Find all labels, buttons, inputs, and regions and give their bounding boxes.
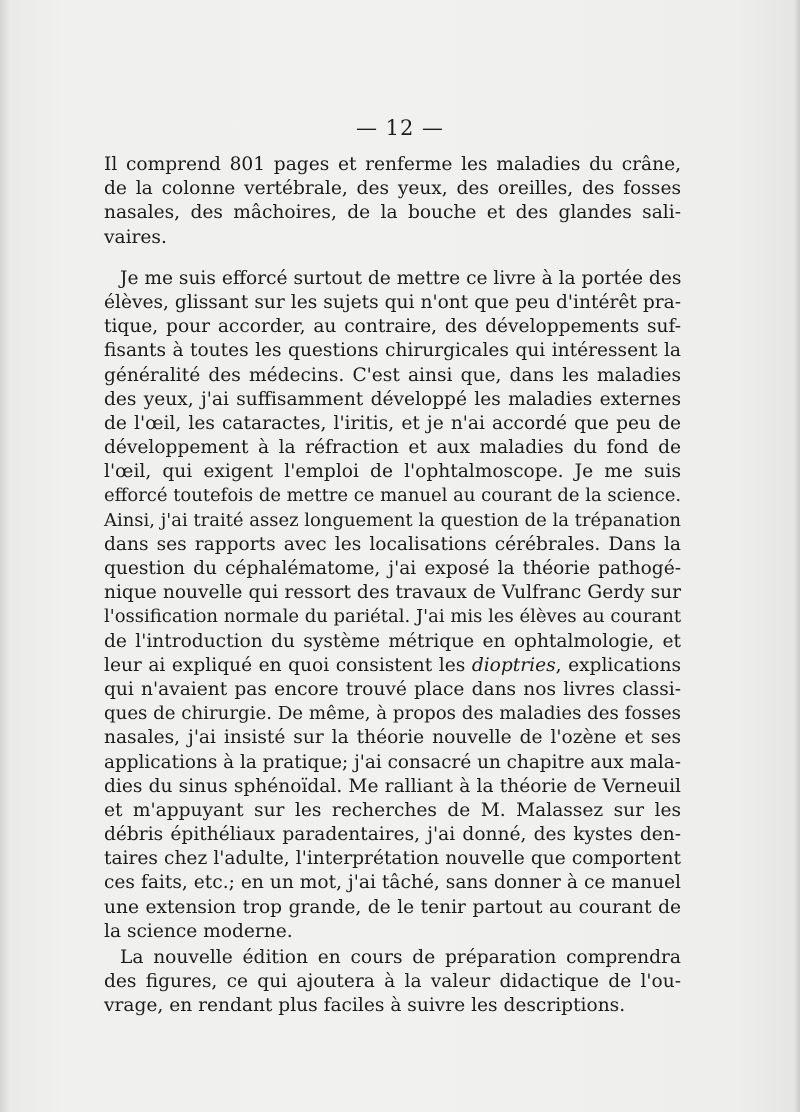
text-segment: , explications — [555, 654, 681, 676]
text-line: ques de chirurgie. De même, à propos des maladies des fosses — [104, 703, 681, 725]
text-line: vaires. — [104, 226, 167, 248]
paragraph-gap — [104, 250, 681, 267]
text-line: et m'appuyant sur les recherches de M. Malassez sur les — [104, 799, 681, 821]
paragraph-2 — [104, 267, 681, 944]
text-line: nasales, j'ai insisté sur la théorie nouvelle de l'ozène et ses — [104, 727, 681, 749]
text-line: débris épithéliaux paradentaires, j'ai donné, des kystes den- — [104, 824, 681, 846]
text-line: nique nouvelle qui ressort des travaux de Vulfranc Gerdy sur — [104, 582, 681, 604]
text-line: des figures, ce qui ajoutera à la valeur didactique de l'ou- — [104, 971, 681, 993]
text-line: l'ossification normale du pariétal. J'ai mis les élèves au courant — [104, 606, 682, 628]
text-line: La nouvelle édition en cours de préparation comprendra — [120, 947, 681, 968]
text-line: élèves, glissant sur les sujets qui n'ont que peu d'intérêt pra- — [104, 291, 681, 313]
page-left-shadow — [0, 0, 10, 1112]
text-line: une extension trop grande, de le tenir partout au courant de — [104, 896, 681, 918]
italic-term: dioptries — [471, 654, 556, 676]
page-right-shadow — [794, 0, 800, 1112]
text-segment: leur ai expliqué en quoi consistent les — [104, 654, 466, 676]
text-line: efforcé toutefois de mettre ce manuel au courant de la science. — [104, 485, 682, 507]
body-text — [104, 153, 681, 1019]
paragraph-3 — [104, 946, 681, 1019]
text-line: développement à la réfraction et aux maladies du fond de — [104, 437, 681, 459]
text-line: dans ses rapports avec les localisations cérébrales. Dans la — [104, 533, 681, 555]
text-line: des yeux, j'ai suffisamment développé les maladies externes — [104, 388, 681, 410]
text-line: la science moderne. — [104, 920, 293, 942]
paragraph-1 — [104, 153, 681, 250]
text-line: l'œil, qui exigent l'emploi de l'ophtalmoscope. Je me suis — [104, 461, 681, 483]
text-line-with-italic — [104, 654, 681, 678]
text-line: Il comprend 801 pages et renferme les maladies du crâne, — [104, 154, 681, 175]
text-line: taires chez l'adulte, l'interprétation nouvelle que comportent — [104, 848, 681, 870]
text-line: de l'introduction du système métrique en ophtalmologie, et — [104, 630, 681, 652]
text-line: applications à la pratique; j'ai consacré un chapitre aux mala- — [104, 751, 681, 773]
text-line: vrage, en rendant plus faciles à suivre les descriptions. — [104, 995, 626, 1017]
page-number: — 12 — — [355, 116, 445, 140]
text-line: de l'œil, les cataractes, l'iritis, et je n'ai accordé que peu de — [104, 412, 681, 434]
text-line: Je me suis efforcé surtout de mettre ce livre à la portée des — [120, 267, 682, 289]
text-line: Ainsi, j'ai traité assez longuement la question de la trépanation — [104, 509, 681, 531]
text-line: de la colonne vertébrale, des yeux, des oreilles, des fosses — [104, 178, 681, 200]
text-line: fisants à toutes les questions chirurgicales qui intéressent la — [104, 340, 681, 362]
text-line: dies du sinus sphénoïdal. Me ralliant à la théorie de Verneuil — [104, 775, 681, 797]
text-line: question du céphalématome, j'ai exposé la théorie pathogé- — [104, 558, 681, 579]
text-line: tique, pour accorder, au contraire, des développements suf- — [104, 316, 681, 338]
text-line: qui n'avaient pas encore trouvé place dans nos livres classi- — [104, 678, 681, 700]
text-line: nasales, des mâchoires, de la bouche et des glandes sali- — [104, 202, 681, 224]
text-line: généralité des médecins. C'est ainsi que, dans les maladies — [104, 364, 681, 386]
text-line: ces faits, etc.; en un mot, j'ai tâché, sans donner à ce manuel — [104, 872, 681, 894]
